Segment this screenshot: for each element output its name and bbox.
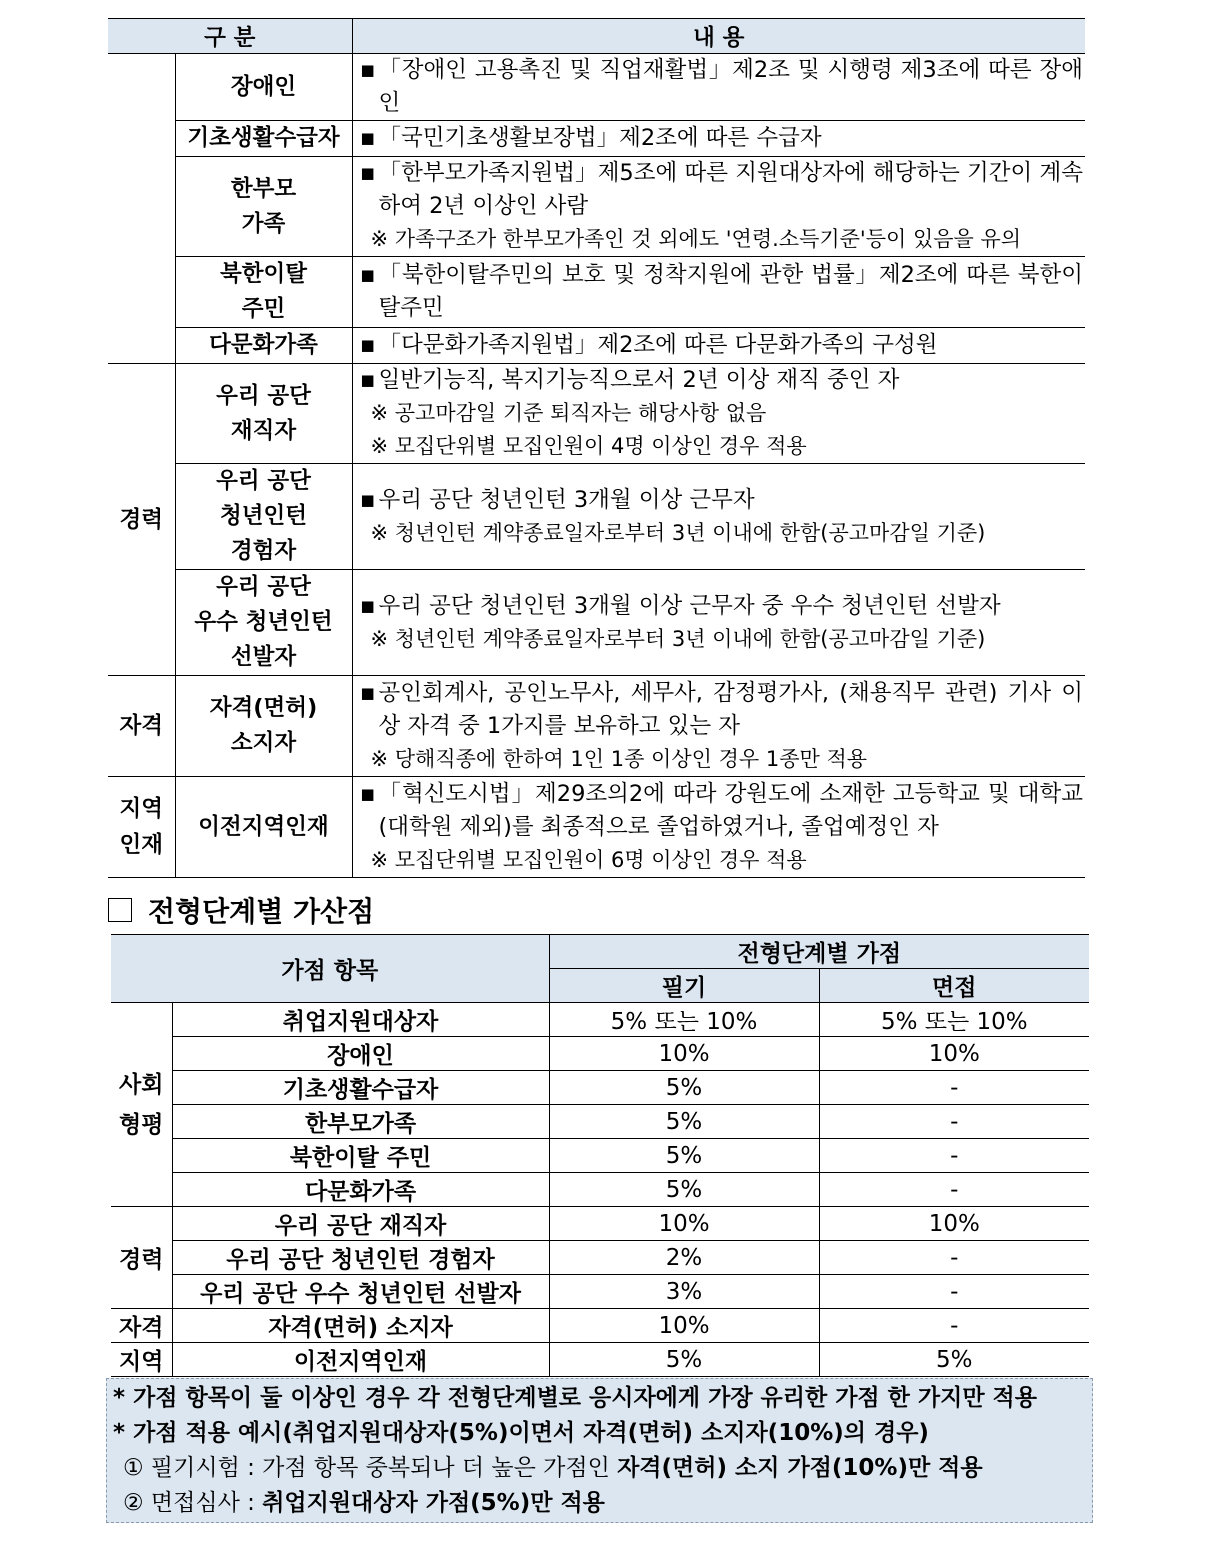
- category-region: 지역: [111, 1343, 172, 1377]
- table-row: [111, 1105, 1089, 1139]
- description: 「국민기초생활보장법」제2조에 따른 수급자: [378, 125, 822, 151]
- subcategory-line: 청년인턴: [220, 503, 307, 529]
- description: 「북한이탈주민의 보호 및 정착지원에 관한 법률」제2조에 따른 북한이탈주민: [378, 262, 1083, 321]
- interview-value: 5%: [819, 1343, 1089, 1377]
- header-stage: 전형단계별 가점: [549, 935, 1089, 969]
- interview-value: -: [819, 1309, 1089, 1343]
- table-row: [111, 1241, 1089, 1275]
- note-line: [113, 1486, 1092, 1521]
- written-value: 5%: [549, 1071, 819, 1105]
- subcategory-line: 주민: [241, 296, 286, 322]
- subcategory-line: 우리 공단: [216, 574, 311, 600]
- table-row: 다문화가족 ■ 「다문화가족지원법」제2조에 따른 다문화가족의 구성원: [108, 328, 1085, 364]
- subcategory-line: 가족: [241, 210, 286, 237]
- written-value: 2%: [549, 1241, 819, 1275]
- header-written: 필기: [549, 969, 819, 1003]
- category-social-line: 형평: [119, 1111, 164, 1138]
- written-value: 5%: [549, 1105, 819, 1139]
- table-row: [111, 1207, 1089, 1241]
- table-row: [111, 1275, 1089, 1309]
- subcategory: 다문화가족: [175, 328, 352, 364]
- category-region-line: 지역: [119, 796, 163, 822]
- description: 「혁신도시법」제29조의2에 따라 강원도에 소재한 고등학교 및 대학교(대학원 제외)를 최종적으로 졸업하였거나, 졸업예정인 자: [378, 780, 1083, 840]
- description: 우리 공단 청년인턴 3개월 이상 근무자: [378, 486, 755, 513]
- table-row: [111, 1003, 1089, 1037]
- description: 일반기능직, 복지기능직으로서 2년 이상 재직 중인 자: [378, 367, 900, 393]
- header-item: 가점 항목: [111, 935, 549, 1003]
- table-row: 장애인 ■ 「장애인 고용촉진 및 직업재활법」제2조 및 시행령 제3조에 따른 장애인: [108, 54, 1085, 121]
- table-row: [111, 1071, 1089, 1105]
- note: ※ 청년인턴 계약종료일자로부터 3년 이내에 한함(공고마감일 기준): [370, 520, 986, 545]
- table-row: [111, 1343, 1089, 1377]
- interview-value: -: [819, 1275, 1089, 1309]
- subcategory-line: 소지자: [230, 730, 297, 756]
- item-name: 이전지역인재: [172, 1343, 549, 1377]
- interview-value: -: [819, 1173, 1089, 1207]
- written-value: 3%: [549, 1275, 819, 1309]
- category-career: 경력: [111, 1207, 172, 1309]
- category-qualification: 자격: [108, 676, 175, 777]
- category-qualification: 자격: [111, 1309, 172, 1343]
- subcategory-line: 우리 공단: [216, 468, 311, 494]
- item-name: 우리 공단 재직자: [172, 1207, 549, 1241]
- written-value: 10%: [549, 1207, 819, 1241]
- table-row: 우리 공단 청년인턴 경험자 ■ 우리 공단 청년인턴 3개월 이상 근무자 ※ 청년인턴 계약종료일자로부터 3년 이내에 한함(공고마감일 기준): [108, 464, 1085, 570]
- note-line: * 가점 항목이 둘 이상인 경우 각 전형단계별로 응시자에게 가장 유리한 가점 한 가지만 적용: [113, 1385, 1037, 1411]
- description: 「다문화가족지원법」제2조에 따른 다문화가족의 구성원: [378, 332, 938, 358]
- header-category: 구 분: [108, 19, 352, 54]
- interview-value: 5% 또는 10%: [819, 1003, 1089, 1037]
- checkbox-square-icon: [108, 898, 132, 922]
- header-content: 내 용: [352, 19, 1085, 54]
- section-heading: [108, 890, 374, 930]
- note: ※ 당해직종에 한하여 1인 1종 이상인 경우 1종만 적용: [370, 746, 868, 771]
- note: ※ 공고마감일 기준 퇴직자는 해당사항 없음: [370, 401, 767, 425]
- table-row: 기초생활수급자 ■ 「국민기초생활보장법」제2조에 따른 수급자: [108, 121, 1085, 157]
- table-row: 북한이탈 주민 ■ 「북한이탈주민의 보호 및 정착지원에 관한 법률」제2조에 따른 북한이탈주민: [108, 257, 1085, 328]
- header-interview: 면접: [819, 969, 1089, 1003]
- interview-value: -: [819, 1071, 1089, 1105]
- note-line: [113, 1451, 1092, 1486]
- written-value: 5%: [549, 1173, 819, 1207]
- item-name: 한부모가족: [172, 1105, 549, 1139]
- subcategory-line: 우수 청년인턴: [194, 609, 333, 635]
- note: ※ 청년인턴 계약종료일자로부터 3년 이내에 한함(공고마감일 기준): [370, 626, 986, 651]
- table-row: 우리 공단 우수 청년인턴 선발자 ■ 우리 공단 청년인턴 3개월 이상 근무자 중 우수 청년인턴 선발자 ※ 청년인턴 계약종료일자로부터 3년 이내에 한함(공고마감일 기준): [108, 570, 1085, 676]
- description: 우리 공단 청년인턴 3개월 이상 근무자 중 우수 청년인턴 선발자: [378, 592, 1001, 619]
- note-text: ① 필기시험 : 가점 항목 중복되나 더 높은 가점인: [123, 1455, 618, 1481]
- note: ※ 가족구조가 한부모가족인 것 외에도 '연령.소득기준'등이 있음을 유의: [370, 227, 1022, 251]
- note: ※ 모집단위별 모집인원이 6명 이상인 경우 적용: [370, 847, 807, 872]
- subcategory-line: 경험자: [230, 538, 297, 564]
- note-text: ② 면접심사 :: [123, 1490, 263, 1516]
- subcategory: 장애인: [175, 54, 352, 121]
- interview-value: 10%: [819, 1037, 1089, 1071]
- item-name: 장애인: [172, 1037, 549, 1071]
- bonus-points-table: [111, 934, 1089, 1377]
- table-row: 지역 인재 이전지역인재 ■ 「혁신도시법」제29조의2에 따라 강원도에 소재한 고등학교 및 대학교(대학원 제외)를 최종적으로 졸업하였거나, 졸업예정인 자 ※ 모집단위별 모집인원이 6명 이상인 경우 적용: [108, 777, 1085, 878]
- category-career: 경력: [108, 364, 175, 676]
- item-name: 자격(면허) 소지자: [172, 1309, 549, 1343]
- table-row: 경력 우리 공단 재직자 ■ 일반기능직, 복지기능직으로서 2년 이상 재직 중인 자 ※ 공고마감일 기준 퇴직자는 해당사항 없음 ※ 모집단위별 모집인원이 4명 이상인 경우 적용: [108, 364, 1085, 464]
- table-row: [111, 1173, 1089, 1207]
- interview-value: -: [819, 1241, 1089, 1275]
- item-name: 우리 공단 우수 청년인턴 선발자: [172, 1275, 549, 1309]
- table-row: [111, 1037, 1089, 1071]
- note-emphasis: 취업지원대상자 가점(5%)만 적용: [262, 1490, 605, 1516]
- subcategory-line: 북한이탈: [220, 261, 307, 287]
- item-name: 다문화가족: [172, 1173, 549, 1207]
- note-emphasis: 자격(면허) 소지 가점(10%)만 적용: [617, 1455, 983, 1481]
- description: 「장애인 고용촉진 및 직업재활법」제2조 및 시행령 제3조에 따른 장애인: [378, 57, 1083, 116]
- notes-box: [106, 1378, 1093, 1523]
- interview-value: -: [819, 1139, 1089, 1173]
- subcategory: 이전지역인재: [175, 777, 352, 878]
- interview-value: -: [819, 1105, 1089, 1139]
- written-value: 10%: [549, 1037, 819, 1071]
- note-line: * 가점 적용 예시(취업지원대상자(5%)이면서 자격(면허) 소지자(10%)의 경우): [113, 1420, 929, 1446]
- subcategory-line: 자격(면허): [209, 695, 318, 721]
- eligibility-table: [108, 18, 1085, 878]
- table-header-row: [111, 935, 1089, 969]
- interview-value: 10%: [819, 1207, 1089, 1241]
- written-value: 5%: [549, 1343, 819, 1377]
- table-header-row: [108, 19, 1085, 54]
- note: ※ 모집단위별 모집인원이 4명 이상인 경우 적용: [370, 434, 807, 458]
- table-row: [111, 1139, 1089, 1173]
- category-region-line: 인재: [119, 832, 163, 858]
- table-row: 한부모 가족 ■ 「한부모가족지원법」제5조에 따른 지원대상자에 해당하는 기간이 계속하여 2년 이상인 사람 ※ 가족구조가 한부모가족인 것 외에도 '연령.소득기준'등이 있음을 유의: [108, 157, 1085, 257]
- written-value: 10%: [549, 1309, 819, 1343]
- category-social-line: 사회: [119, 1071, 164, 1098]
- item-name: 북한이탈 주민: [172, 1139, 549, 1173]
- description: 공인회계사, 공인노무사, 세무사, 감정평가사, (채용직무 관련) 기사 이상 자격 중 1가지를 보유하고 있는 자: [378, 679, 1083, 739]
- category-social: [108, 54, 175, 364]
- item-name: 취업지원대상자: [172, 1003, 549, 1037]
- subcategory: 기초생활수급자: [175, 121, 352, 157]
- subcategory-line: 선발자: [230, 644, 297, 670]
- subcategory-line: 우리 공단: [216, 382, 311, 409]
- table-row: [111, 1309, 1089, 1343]
- description: 「한부모가족지원법」제5조에 따른 지원대상자에 해당하는 기간이 계속하여 2년 이상인 사람: [378, 160, 1083, 219]
- written-value: 5%: [549, 1139, 819, 1173]
- written-value: 5% 또는 10%: [549, 1003, 819, 1037]
- item-name: 기초생활수급자: [172, 1071, 549, 1105]
- subcategory-line: 한부모: [230, 175, 297, 202]
- section-title: 전형단계별 가산점: [148, 895, 375, 928]
- subcategory-line: 재직자: [230, 417, 297, 444]
- item-name: 우리 공단 청년인턴 경험자: [172, 1241, 549, 1275]
- table-row: 자격 자격(면허) 소지자 ■ 공인회계사, 공인노무사, 세무사, 감정평가사, (채용직무 관련) 기사 이상 자격 중 1가지를 보유하고 있는 자 ※ 당해직종에 한하여 1인 1종 이상인 경우 1종만 적용: [108, 676, 1085, 777]
